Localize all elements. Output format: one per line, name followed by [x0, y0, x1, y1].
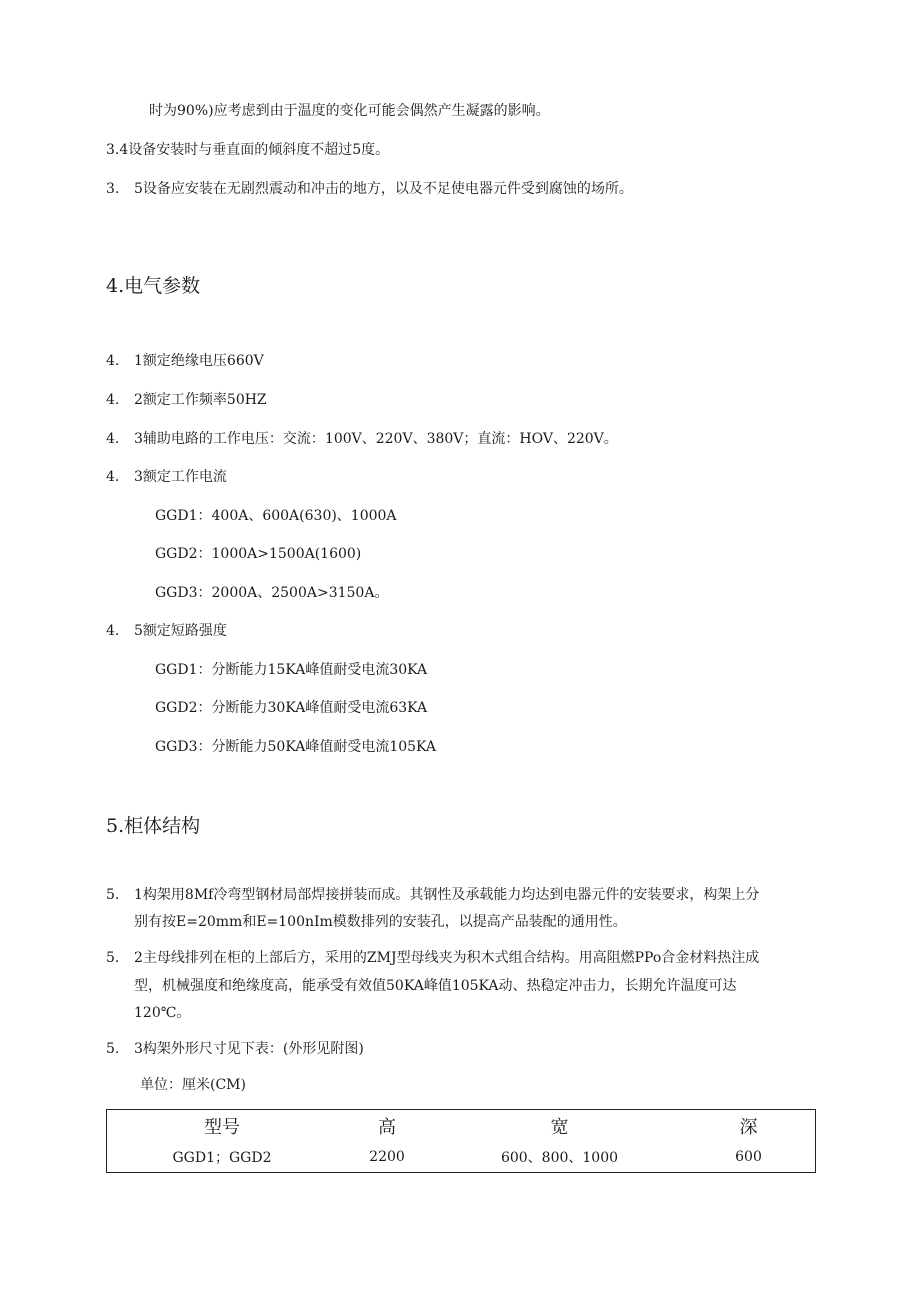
current-ggd1: GGD1：400A、600A(630)、1000A [155, 508, 397, 524]
item-5-2-cont-2: 120℃。 [134, 1005, 191, 1021]
item-text: 2额定工作频率50HZ [134, 392, 267, 408]
cell-width: 600、800、1000 [500, 1150, 619, 1166]
shortcircuit-ggd3: GGD3：分断能力50KA峰值耐受电流105KA [155, 739, 437, 755]
item-4-1 [106, 350, 264, 370]
item-5-1-cont: 别有按E=20mm和E=100nIm模数排列的安装孔，以提高产品装配的通用性。 [134, 914, 627, 930]
shortcircuit-ggd2: GGD2：分断能力30KA峰值耐受电流63KA [155, 700, 428, 716]
item-text: 5设备应安装在无剧烈震动和冲击的地方，以及不足使电器元件受到腐蚀的场所。 [134, 181, 633, 197]
current-ggd3: GGD3：2000A、2500A>3150A。 [155, 585, 389, 601]
item-5-3 [106, 1038, 364, 1058]
intro-line-3 [106, 178, 633, 198]
table-header-row [107, 1110, 816, 1143]
item-number: 5. [106, 1041, 120, 1057]
item-text: 1额定绝缘电压660V [134, 353, 264, 369]
item-number: 4. [106, 353, 120, 369]
item-4-3b [106, 466, 227, 486]
unit-label: 单位：厘米(CM) [140, 1077, 246, 1093]
item-4-3 [106, 428, 618, 448]
item-text: 2主母线排列在柜的上部后方，采用的ZMJ型母线夹为积木式组合结构。用高阻燃PPo合金材料热注成 [134, 950, 760, 966]
item-4-2 [106, 389, 267, 409]
item-5-2-cont-1: 型，机械强度和绝缘度高，能承受有效值50KA峰值105KA动、热稳定冲击力，长期允许温度可达 [134, 978, 737, 994]
item-number: 3. [106, 181, 120, 197]
item-number: 4. [106, 431, 120, 447]
intro-line-2: 3.4设备安装时与垂直面的倾斜度不超过5度。 [106, 142, 390, 158]
header-width: 宽 [550, 1117, 569, 1138]
item-4-5 [106, 620, 227, 640]
item-number: 5. [106, 950, 120, 966]
item-text: 3辅助电路的工作电压：交流：100V、220V、380V；直流：HOV、220V。 [134, 431, 618, 447]
table-row [107, 1142, 816, 1173]
dimensions-table [106, 1109, 816, 1173]
item-text: 3额定工作电流 [134, 469, 227, 485]
header-model: 型号 [204, 1117, 240, 1138]
item-number: 4. [106, 469, 120, 485]
item-text: 3构架外形尺寸见下表：(外形见附图) [134, 1041, 364, 1057]
item-5-1 [106, 884, 759, 904]
cell-height: 2200 [369, 1149, 405, 1165]
section-heading-structure: 5.柜体结构 [106, 815, 201, 837]
cell-model: GGD1；GGD2 [172, 1150, 272, 1166]
item-number: 4. [106, 392, 120, 408]
item-text: 5额定短路强度 [134, 623, 227, 639]
current-ggd2: GGD2：1000A>1500A(1600) [155, 546, 362, 562]
header-height: 高 [378, 1117, 396, 1138]
item-number: 4. [106, 623, 120, 639]
shortcircuit-ggd1: GGD1：分断能力15KA峰值耐受电流30KA [155, 662, 428, 678]
section-heading-electrical: 4.电气参数 [106, 275, 201, 297]
item-number: 5. [106, 887, 120, 903]
item-text: 1构架用8Mf冷弯型钢材局部焊接拼装而成。其钢性及承载能力均达到电器元件的安装要求，构架上分 [134, 887, 760, 903]
cell-depth: 600 [735, 1149, 762, 1165]
item-5-2 [106, 947, 759, 967]
intro-line-1: 时为90%)应考虑到由于温度的变化可能会偶然产生凝露的影响。 [149, 103, 550, 119]
header-depth: 深 [739, 1117, 758, 1138]
